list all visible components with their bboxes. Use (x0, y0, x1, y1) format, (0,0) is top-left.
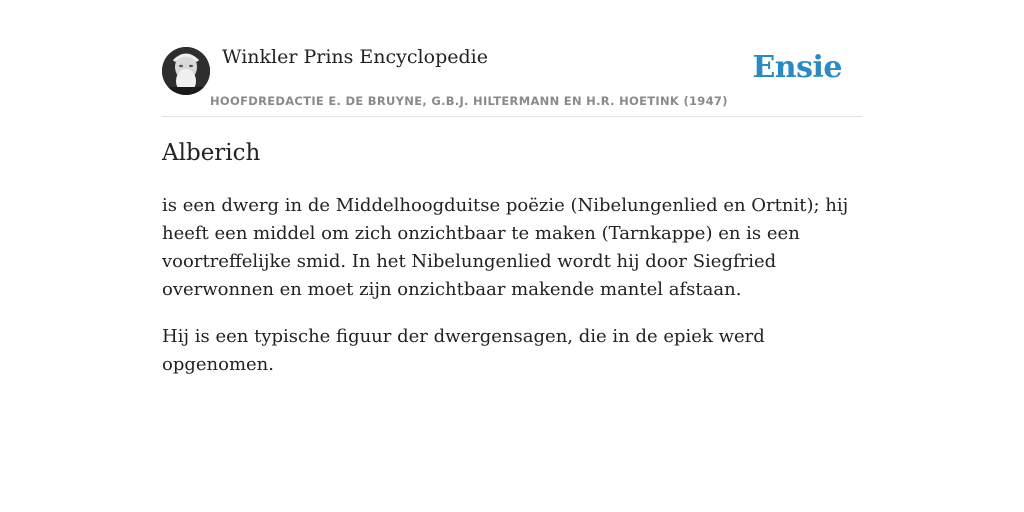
author-avatar[interactable] (162, 47, 210, 95)
source-title[interactable]: Winkler Prins Encyclopedie (222, 46, 488, 68)
source-editors: HOOFDREDACTIE E. DE BRUYNE, G.B.J. HILTERMANN EN H.R. HOETINK (1947) (210, 94, 728, 108)
portrait-image (162, 47, 210, 95)
brand-logo[interactable]: Ensie (752, 50, 842, 85)
source-header (162, 0, 862, 117)
article-paragraph: is een dwerg in de Middelhoogduitse poëzie (Nibelungenlied en Ortnit); hij heeft een middel om zich onzichtbaar te maken (Tarnkappe) en is een voortreffelijke smid. In het Nibelungenlied wordt hij door Siegfried overwonnen en moet zijn onzichtbaar makende mantel afstaan. (162, 195, 849, 300)
page-container (162, 0, 862, 375)
article-paragraph: Hij is een typische figuur der dwergensagen, die in de epiek werd opgenomen. (162, 326, 765, 375)
article-title: Alberich (162, 140, 261, 166)
article-body (162, 192, 862, 398)
